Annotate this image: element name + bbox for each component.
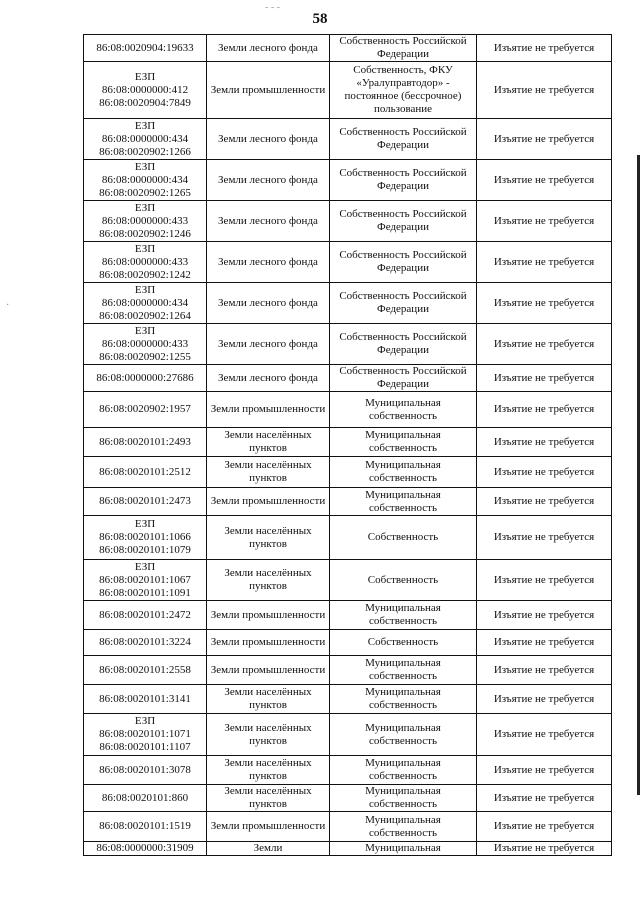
land-category-cell: Земли промышленности [207,488,330,516]
ownership-cell: Муниципальная собственность [330,488,477,516]
land-category-cell: Земли лесного фонда [207,324,330,365]
cadastral-number-cell: 86:08:0020101:2473 [84,488,207,516]
cadastral-number-cell: ЕЗП 86:08:0000000:433 86:08:0020902:1242 [84,242,207,283]
ownership-cell: Муниципальная собственность [330,785,477,812]
table-row [84,428,612,457]
land-category-cell: Земли промышленности [207,392,330,428]
ownership-cell: Собственность Российской Федерации [330,283,477,324]
land-category-cell: Земли промышленности [207,812,330,842]
land-category-cell: Земли населённых пунктов [207,714,330,756]
action-cell: Изъятие не требуется [477,756,612,785]
action-cell: Изъятие не требуется [477,560,612,601]
scan-artifact: ˜ ˜ ˜ [265,6,280,17]
table-row [84,457,612,488]
scan-artifact: · [6,300,10,311]
action-cell: Изъятие не требуется [477,516,612,560]
ownership-cell: Муниципальная собственность [330,428,477,457]
ownership-cell: Муниципальная собственность [330,812,477,842]
table-body [84,35,612,856]
ownership-cell: Муниципальная [330,842,477,856]
cadastral-number-cell: 86:08:0020101:3141 [84,685,207,714]
table-row [84,119,612,160]
action-cell: Изъятие не требуется [477,365,612,392]
table-row [84,785,612,812]
cadastral-number-cell: ЕЗП 86:08:0000000:433 86:08:0020902:1255 [84,324,207,365]
land-category-cell: Земли [207,842,330,856]
table-row [84,35,612,62]
table-row [84,324,612,365]
land-category-cell: Земли населённых пунктов [207,560,330,601]
cadastral-number-cell: 86:08:0020101:2472 [84,601,207,630]
ownership-cell: Собственность, ФКУ «Уралуправтодор» - постоянное (бессрочное) пользование [330,62,477,119]
table-row [84,601,612,630]
land-category-cell: Земли лесного фонда [207,35,330,62]
table-row [84,62,612,119]
cadastral-number-cell: 86:08:0020902:1957 [84,392,207,428]
table-row [84,714,612,756]
ownership-cell: Собственность Российской Федерации [330,35,477,62]
land-category-cell: Земли населённых пунктов [207,785,330,812]
action-cell: Изъятие не требуется [477,488,612,516]
cadastral-number-cell: ЕЗП 86:08:0020101:1071 86:08:0020101:1107 [84,714,207,756]
land-category-cell: Земли лесного фонда [207,283,330,324]
table-row [84,756,612,785]
cadastral-number-cell: 86:08:0000000:31909 [84,842,207,856]
table-row [84,392,612,428]
ownership-cell: Собственность Российской Федерации [330,242,477,283]
action-cell: Изъятие не требуется [477,242,612,283]
action-cell: Изъятие не требуется [477,119,612,160]
ownership-cell: Собственность Российской Федерации [330,160,477,201]
table-row [84,685,612,714]
action-cell: Изъятие не требуется [477,62,612,119]
ownership-cell: Собственность Российской Федерации [330,365,477,392]
ownership-cell: Собственность Российской Федерации [330,201,477,242]
ownership-cell: Муниципальная собственность [330,756,477,785]
action-cell: Изъятие не требуется [477,842,612,856]
action-cell: Изъятие не требуется [477,601,612,630]
land-category-cell: Земли населённых пунктов [207,457,330,488]
table-row [84,516,612,560]
table-row [84,160,612,201]
action-cell: Изъятие не требуется [477,392,612,428]
table-row [84,365,612,392]
cadastral-number-cell: 86:08:0020101:3078 [84,756,207,785]
land-category-cell: Земли населённых пунктов [207,685,330,714]
land-category-cell: Земли лесного фонда [207,201,330,242]
cadastral-number-cell: 86:08:0020101:2493 [84,428,207,457]
ownership-cell: Муниципальная собственность [330,392,477,428]
land-category-cell: Земли лесного фонда [207,119,330,160]
action-cell: Изъятие не требуется [477,160,612,201]
ownership-cell: Собственность Российской Федерации [330,119,477,160]
table-row [84,201,612,242]
action-cell: Изъятие не требуется [477,201,612,242]
land-category-cell: Земли населённых пунктов [207,756,330,785]
table-row [84,242,612,283]
ownership-cell: Собственность [330,630,477,656]
ownership-cell: Муниципальная собственность [330,685,477,714]
ownership-cell: Муниципальная собственность [330,714,477,756]
ownership-cell: Собственность Российской Федерации [330,324,477,365]
cadastral-number-cell: 86:08:0020101:1519 [84,812,207,842]
land-category-cell: Земли лесного фонда [207,365,330,392]
cadastral-number-cell: 86:08:0020904:19633 [84,35,207,62]
cadastral-number-cell: 86:08:0000000:27686 [84,365,207,392]
action-cell: Изъятие не требуется [477,685,612,714]
land-category-cell: Земли населённых пунктов [207,428,330,457]
cadastral-number-cell: 86:08:0020101:860 [84,785,207,812]
action-cell: Изъятие не требуется [477,656,612,685]
action-cell: Изъятие не требуется [477,714,612,756]
land-plots-table [83,34,612,856]
cadastral-number-cell: 86:08:0020101:2512 [84,457,207,488]
cadastral-number-cell: ЕЗП 86:08:0000000:434 86:08:0020902:1265 [84,160,207,201]
cadastral-number-cell: ЕЗП 86:08:0000000:434 86:08:0020902:1264 [84,283,207,324]
land-category-cell: Земли промышленности [207,630,330,656]
cadastral-number-cell: ЕЗП 86:08:0020101:1067 86:08:0020101:1091 [84,560,207,601]
cadastral-number-cell: ЕЗП 86:08:0000000:412 86:08:0020904:7849 [84,62,207,119]
page-number: 58 [312,11,328,27]
land-category-cell: Земли промышленности [207,62,330,119]
cadastral-number-cell: ЕЗП 86:08:0020101:1066 86:08:0020101:1079 [84,516,207,560]
action-cell: Изъятие не требуется [477,812,612,842]
action-cell: Изъятие не требуется [477,785,612,812]
ownership-cell: Муниципальная собственность [330,656,477,685]
action-cell: Изъятие не требуется [477,35,612,62]
table-row [84,283,612,324]
table-row [84,842,612,856]
land-category-cell: Земли промышленности [207,601,330,630]
cadastral-number-cell: ЕЗП 86:08:0000000:433 86:08:0020902:1246 [84,201,207,242]
land-category-cell: Земли лесного фонда [207,160,330,201]
ownership-cell: Муниципальная собственность [330,601,477,630]
cadastral-number-cell: 86:08:0020101:3224 [84,630,207,656]
ownership-cell: Муниципальная собственность [330,457,477,488]
cadastral-number-cell: 86:08:0020101:2558 [84,656,207,685]
table-row [84,560,612,601]
action-cell: Изъятие не требуется [477,428,612,457]
table-row [84,656,612,685]
action-cell: Изъятие не требуется [477,324,612,365]
land-category-cell: Земли промышленности [207,656,330,685]
ownership-cell: Собственность [330,560,477,601]
table-row [84,488,612,516]
cadastral-number-cell: ЕЗП 86:08:0000000:434 86:08:0020902:1266 [84,119,207,160]
action-cell: Изъятие не требуется [477,283,612,324]
land-category-cell: Земли лесного фонда [207,242,330,283]
ownership-cell: Собственность [330,516,477,560]
table-row [84,630,612,656]
action-cell: Изъятие не требуется [477,457,612,488]
action-cell: Изъятие не требуется [477,630,612,656]
land-category-cell: Земли населённых пунктов [207,516,330,560]
table-row [84,812,612,842]
